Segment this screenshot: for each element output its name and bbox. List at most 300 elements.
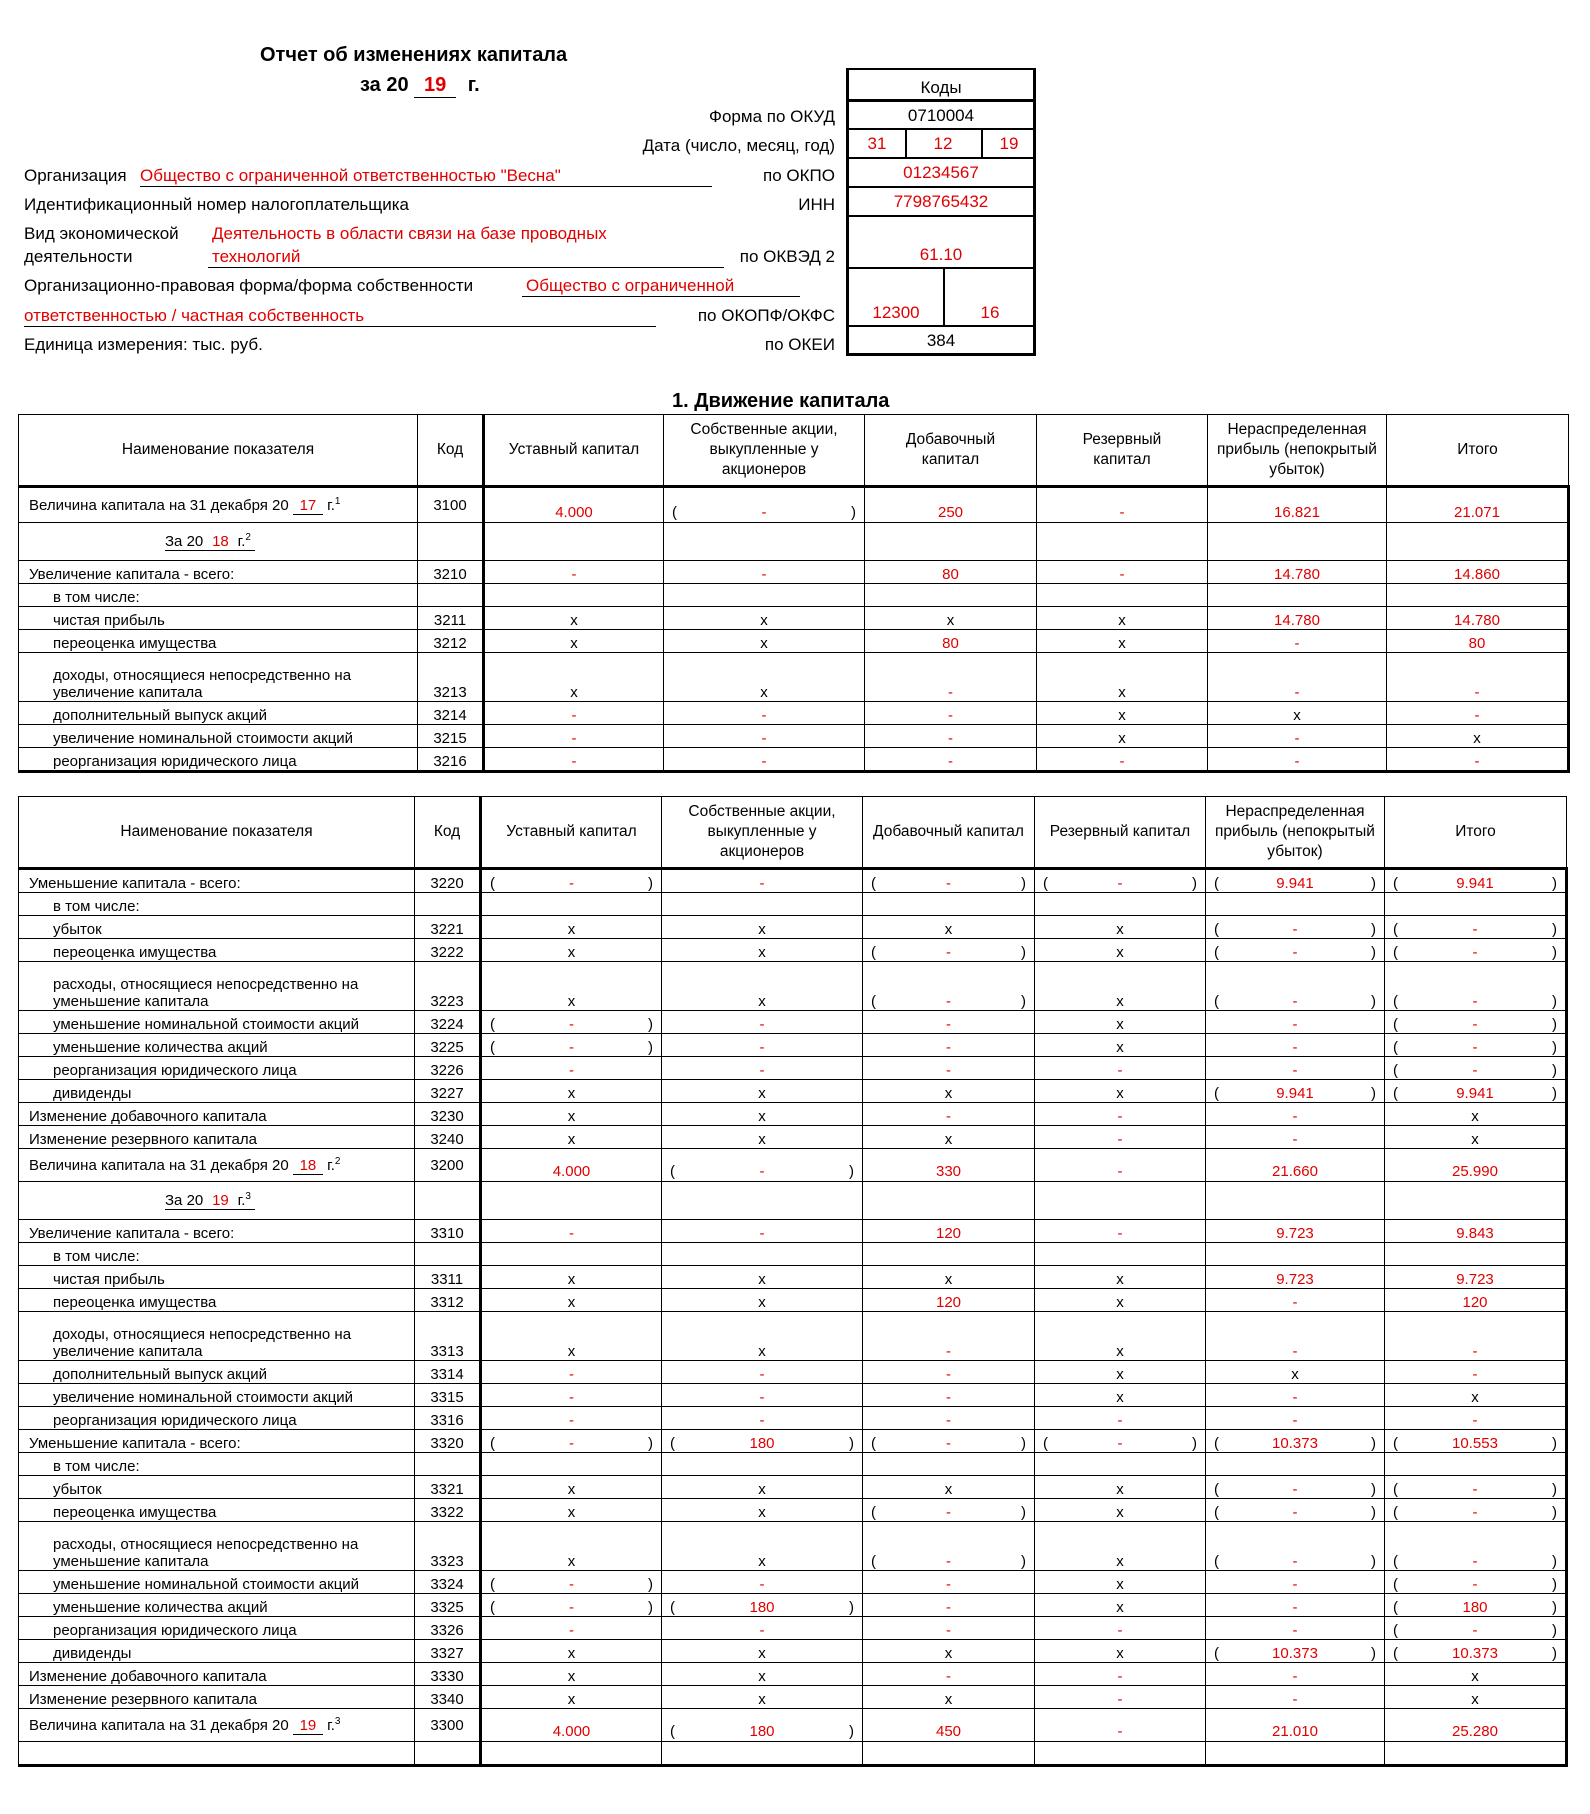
value-cell [481, 1220, 662, 1243]
value-cell [1035, 1080, 1206, 1103]
value-cell [863, 1686, 1035, 1709]
cell-value: - [1472, 921, 1478, 938]
row-code: 3326 [415, 1617, 481, 1640]
cell-value: - [1474, 684, 1480, 701]
value-cell [1385, 1312, 1567, 1361]
value-cell [481, 1266, 662, 1289]
value-cell [1385, 893, 1567, 916]
value-cell [863, 1103, 1035, 1126]
cell-value: x [1116, 993, 1124, 1010]
value-cell: ( 180 ) [662, 1594, 863, 1617]
row-code: 3225 [415, 1034, 481, 1057]
cell-value: - [946, 1553, 951, 1570]
value-cell [1387, 607, 1569, 630]
date-month: 12 [933, 134, 953, 153]
value-cell [484, 702, 664, 725]
row-label [19, 1617, 415, 1640]
value-cell [662, 1220, 863, 1243]
cell-value: - [1117, 1435, 1123, 1452]
value-cell [1037, 523, 1208, 561]
row-label [19, 584, 418, 607]
row-label-text: Изменение резервного капитала [29, 1691, 257, 1708]
row-label-text: переоценка имущества [53, 1294, 217, 1311]
capital-table-2-body [19, 869, 1567, 1766]
value-cell [1385, 1709, 1567, 1742]
cell-value: - [1472, 1576, 1478, 1593]
table-row [19, 893, 1567, 916]
value-cell [662, 962, 863, 1011]
row-code: 3316 [415, 1407, 481, 1430]
cell-value: - [569, 1039, 574, 1056]
value-cell: ( - ) [481, 1034, 662, 1057]
cell-value: x [567, 1668, 576, 1685]
row-label-text: уменьшение количества акций [53, 1039, 268, 1056]
row-code: 3216 [418, 748, 484, 772]
cell-value: - [569, 1576, 574, 1593]
cell-value: - [569, 1412, 574, 1429]
value-cell [664, 584, 865, 607]
value-cell: ( - ) [1385, 1617, 1567, 1640]
value-cell: ( - ) [1206, 1522, 1385, 1571]
value-cell: ( - ) [863, 1430, 1035, 1453]
value-cell [662, 893, 863, 916]
cell-value: - [946, 1412, 951, 1429]
value-cell [662, 1571, 863, 1594]
value-cell [863, 1057, 1035, 1080]
value-cell [1387, 725, 1569, 748]
cell-value: - [1472, 1622, 1478, 1639]
table-row [19, 916, 1567, 939]
report-year-value: 19 [414, 74, 456, 98]
row-label [19, 653, 418, 702]
cell-value: - [948, 753, 953, 770]
table-row [19, 561, 1569, 584]
cell-value: - [946, 1576, 951, 1593]
cell-value: - [1292, 1016, 1298, 1033]
cell-value: x [1116, 944, 1124, 961]
cell-value: x [567, 1294, 576, 1311]
value-cell [1208, 487, 1387, 523]
cell-value: - [1474, 707, 1480, 724]
cell-value: x [944, 1691, 953, 1708]
row-label [19, 1289, 415, 1312]
cell-value: - [1117, 875, 1123, 892]
cell-value: 9.723 [1276, 1271, 1314, 1288]
value-cell [1035, 962, 1206, 1011]
cell-value: - [946, 1622, 951, 1639]
row-code [418, 523, 484, 561]
cell-value: 4.000 [555, 504, 593, 521]
table-row [19, 1617, 1567, 1640]
value-cell [481, 893, 662, 916]
value-cell [662, 1686, 863, 1709]
row-code: 3311 [415, 1266, 481, 1289]
value-cell [863, 1149, 1035, 1182]
value-cell: ( - ) [1385, 1571, 1567, 1594]
cell-value: x [946, 612, 955, 629]
cell-value: x [567, 1131, 576, 1148]
cell-value: - [1292, 921, 1298, 938]
value-cell [481, 1663, 662, 1686]
row-label-text: увеличение номинальной стоимости акций [53, 730, 354, 747]
row-label-text: Величина капитала на 31 декабря 20 [29, 1716, 289, 1734]
cell-value: x [944, 1271, 953, 1288]
org-name: Общество с ограниченной ответственностью "Весна" [140, 166, 712, 187]
value-cell [1206, 1057, 1385, 1080]
activity-label-2: деятельности [24, 247, 133, 266]
cell-value: - [1292, 1668, 1298, 1685]
cell-value: x [1116, 1039, 1124, 1056]
value-cell [481, 1126, 662, 1149]
value-cell [1035, 1220, 1206, 1243]
cell-value: x [758, 1553, 766, 1570]
cell-value: - [1294, 635, 1300, 652]
cell-value: - [1119, 753, 1125, 770]
value-cell [662, 1742, 863, 1766]
value-cell [662, 1080, 863, 1103]
cell-value: - [1292, 1553, 1298, 1570]
cell-value: x [1471, 1389, 1479, 1406]
value-cell [1208, 523, 1387, 561]
value-cell [662, 1640, 863, 1663]
value-cell [481, 1640, 662, 1663]
row-label-text: Уменьшение капитала - всего: [29, 1435, 241, 1452]
cell-value: - [761, 566, 767, 583]
value-cell [481, 1289, 662, 1312]
value-cell [1206, 1182, 1385, 1220]
row-code [415, 1453, 481, 1476]
cell-value: 9.941 [1276, 1085, 1314, 1102]
value-cell [863, 1407, 1035, 1430]
value-cell [863, 1617, 1035, 1640]
row-code: 3325 [415, 1594, 481, 1617]
value-cell [1035, 1243, 1206, 1266]
value-cell [1208, 630, 1387, 653]
cell-value: 10.373 [1272, 1645, 1318, 1662]
cell-value: 10.553 [1452, 1435, 1498, 1452]
value-cell [863, 1034, 1035, 1057]
cell-value: - [759, 1016, 765, 1033]
row-code: 3300 [415, 1709, 481, 1742]
value-cell [1206, 1266, 1385, 1289]
col-header-name: Наименование показателя [19, 415, 418, 487]
row-code: 3227 [415, 1080, 481, 1103]
value-cell [1385, 1149, 1567, 1182]
value-cell [1206, 1243, 1385, 1266]
value-cell [662, 1312, 863, 1361]
value-cell [1035, 1034, 1206, 1057]
value-cell: ( 9.941 ) [1206, 869, 1385, 893]
row-label [19, 1407, 415, 1430]
value-cell [865, 487, 1037, 523]
row-code: 3100 [418, 487, 484, 523]
value-cell [1208, 561, 1387, 584]
cell-value: x [1471, 1108, 1479, 1125]
value-cell [481, 1312, 662, 1361]
cell-value: - [1117, 1225, 1123, 1242]
row-label-text: уменьшение номинальной стоимости акций [53, 1016, 360, 1033]
value-cell [1387, 748, 1569, 772]
cell-value: x [1118, 707, 1126, 724]
value-cell [1035, 1640, 1206, 1663]
cell-value: - [759, 1366, 765, 1383]
row-label-line1: расходы, относящиеся непосредственно на [53, 1536, 359, 1553]
cell-value: - [1294, 753, 1300, 770]
value-cell [1385, 1742, 1567, 1766]
col-header-name: Наименование показателя [19, 797, 415, 869]
cell-value: - [946, 1599, 951, 1616]
footnote-mark: 3 [334, 1715, 341, 1727]
cell-value: - [1292, 1039, 1298, 1056]
cell-value: - [1117, 1412, 1123, 1429]
cell-value: - [759, 1163, 765, 1180]
inn-label: Идентификационный номер налогоплательщика [24, 195, 409, 214]
value-cell [1385, 1361, 1567, 1384]
row-label [19, 487, 418, 523]
value-cell [1385, 1243, 1567, 1266]
value-cell [1035, 1312, 1206, 1361]
unit-label: Единица измерения: тыс. руб. [24, 335, 263, 354]
value-cell: ( - ) [863, 1499, 1035, 1522]
row-label-text: дополнительный выпуск акций [53, 707, 268, 724]
value-cell [1035, 916, 1206, 939]
cell-value: x [567, 944, 576, 961]
table-row [19, 1407, 1567, 1430]
cell-value: x [758, 1108, 766, 1125]
row-label-line2: увеличение капитала [53, 684, 203, 701]
cell-value: x [1116, 1016, 1124, 1033]
cell-value: - [1117, 1622, 1123, 1639]
cell-value: - [1117, 1062, 1123, 1079]
value-cell [1385, 1453, 1567, 1476]
value-cell [1387, 584, 1569, 607]
value-cell: ( - ) [481, 869, 662, 893]
value-cell: ( 9.941 ) [1385, 1080, 1567, 1103]
okpo-label: по ОКПО [763, 166, 835, 185]
value-cell [863, 1126, 1035, 1149]
cell-value: 25.280 [1452, 1723, 1498, 1740]
cell-value: - [946, 1343, 951, 1360]
cell-value: - [569, 875, 574, 892]
value-cell [481, 1361, 662, 1384]
table-row [19, 584, 1569, 607]
row-label [19, 1126, 415, 1149]
table-row [19, 1289, 1567, 1312]
row-label [19, 1312, 415, 1361]
cell-value: - [571, 707, 577, 724]
row-label [19, 1686, 415, 1709]
year-prefix: За 20 [165, 1192, 204, 1209]
value-cell [1206, 1103, 1385, 1126]
cell-value: - [569, 1225, 574, 1242]
cell-value: x [570, 635, 578, 652]
year-value: 19 [293, 1717, 323, 1735]
row-code: 3224 [415, 1011, 481, 1034]
table-row [19, 1080, 1567, 1103]
value-cell [664, 561, 865, 584]
cell-value: - [1117, 1691, 1123, 1708]
row-label-text: дивиденды [53, 1085, 132, 1102]
table-row [19, 1709, 1567, 1742]
table-row [19, 1034, 1567, 1057]
value-cell: ( - ) [1385, 1011, 1567, 1034]
row-label-text: Величина капитала на 31 декабря 20 [29, 496, 289, 514]
cell-value: 330 [935, 1163, 962, 1180]
row-label-line2: уменьшение капитала [53, 1553, 209, 1570]
row-label-line1: доходы, относящиеся непосредственно на [53, 1326, 352, 1343]
table-row [19, 653, 1569, 702]
col-header-charter: Уставный капитал [481, 797, 662, 869]
value-cell [1206, 1220, 1385, 1243]
value-cell [481, 1617, 662, 1640]
value-cell [481, 1057, 662, 1080]
value-cell [863, 1266, 1035, 1289]
cell-value: - [569, 1389, 574, 1406]
cell-value: x [1116, 1481, 1124, 1498]
table-row [19, 1182, 1567, 1220]
value-cell [664, 748, 865, 772]
okved-value: 61.10 [919, 245, 963, 264]
row-label-text: в том числе: [53, 589, 140, 606]
cell-value: 16.821 [1274, 504, 1320, 521]
value-cell: ( - ) [1206, 1499, 1385, 1522]
row-label-text: уменьшение количества акций [53, 1599, 268, 1616]
value-cell: ( 10.373 ) [1206, 1430, 1385, 1453]
cell-value: - [1472, 1062, 1478, 1079]
footnote-mark: 2 [334, 1155, 341, 1167]
cell-value: - [946, 993, 951, 1010]
col-header-retained: Нераспределенная прибыль (непокрытый убыток) [1206, 797, 1385, 869]
okei-label: по ОКЕИ [764, 335, 835, 354]
row-code: 3322 [415, 1499, 481, 1522]
cell-value: - [1117, 1668, 1123, 1685]
cell-value: x [567, 1553, 576, 1570]
value-cell [863, 1663, 1035, 1686]
cell-value: x [1291, 1366, 1299, 1383]
cell-value: x [944, 1645, 953, 1662]
table-row [19, 1594, 1567, 1617]
value-cell [1035, 1149, 1206, 1182]
value-cell [1387, 702, 1569, 725]
table-row [19, 1220, 1567, 1243]
row-label [19, 869, 415, 893]
value-cell [1206, 1663, 1385, 1686]
value-cell [662, 1057, 863, 1080]
cell-value: - [946, 944, 951, 961]
cell-value: x [567, 921, 576, 938]
value-cell [863, 1011, 1035, 1034]
value-cell [481, 1149, 662, 1182]
cell-value: x [1116, 1553, 1124, 1570]
cell-value: 80 [942, 635, 959, 652]
row-label [19, 893, 415, 916]
cell-value: - [1117, 1163, 1123, 1180]
cell-value: x [1116, 1366, 1124, 1383]
value-cell [1385, 1220, 1567, 1243]
value-cell [484, 653, 664, 702]
value-cell [1206, 1453, 1385, 1476]
row-label [19, 1571, 415, 1594]
row-code: 3313 [415, 1312, 481, 1361]
okei-value: 384 [926, 331, 956, 350]
row-label-text: реорганизация юридического лица [53, 1412, 297, 1429]
value-cell [863, 1640, 1035, 1663]
row-label [19, 1640, 415, 1663]
codes-box [846, 68, 1036, 356]
row-label [19, 561, 418, 584]
table-row [19, 748, 1569, 772]
row-code: 3222 [415, 939, 481, 962]
value-cell [1035, 1126, 1206, 1149]
row-code: 3314 [415, 1361, 481, 1384]
value-cell [1208, 702, 1387, 725]
value-cell [1206, 1709, 1385, 1742]
table-row [19, 1361, 1567, 1384]
value-cell: ( 10.553 ) [1385, 1430, 1567, 1453]
value-cell [662, 1034, 863, 1057]
cell-value: x [758, 1085, 766, 1102]
row-code: 3210 [418, 561, 484, 584]
cell-value: 180 [749, 1599, 775, 1616]
row-label-text: увеличение номинальной стоимости акций [53, 1389, 354, 1406]
cell-value: x [944, 921, 953, 938]
cell-value: 9.941 [1276, 875, 1314, 892]
table-row [19, 523, 1569, 561]
table-row [19, 1057, 1567, 1080]
row-label-text: в том числе: [53, 1248, 140, 1265]
cell-value: - [761, 730, 767, 747]
cell-value: - [1292, 1294, 1298, 1311]
col-header-total: Итого [1387, 415, 1569, 487]
value-cell [1035, 1476, 1206, 1499]
value-cell [484, 725, 664, 748]
activity-value-1: Деятельность в области связи на базе проводных [212, 224, 607, 243]
okopf-label: по ОКОПФ/ОКФС [697, 306, 835, 325]
value-cell [484, 584, 664, 607]
row-label-text: дивиденды [53, 1645, 132, 1662]
okopf-value: 12300 [872, 303, 920, 322]
table-row [19, 1742, 1567, 1766]
value-cell [662, 1266, 863, 1289]
value-cell [1035, 1742, 1206, 1766]
value-cell: ( 180 ) [1385, 1594, 1567, 1617]
cell-value: x [758, 1691, 766, 1708]
cell-value: x [570, 684, 578, 701]
table-row [19, 702, 1569, 725]
cell-value: x [760, 612, 768, 629]
cell-value: 9.723 [1276, 1225, 1314, 1242]
okud-label: Форма по ОКУД [709, 107, 835, 126]
cell-value: - [1117, 1108, 1123, 1125]
cell-value: - [946, 1016, 951, 1033]
cell-value: x [1118, 684, 1126, 701]
value-cell: ( - ) [863, 1522, 1035, 1571]
cell-value: x [1116, 921, 1124, 938]
cell-value: 14.780 [1454, 612, 1500, 629]
col-header-total: Итого [1385, 797, 1567, 869]
value-cell: ( - ) [1385, 1034, 1567, 1057]
value-cell [1035, 1617, 1206, 1640]
value-cell [484, 630, 664, 653]
value-cell [1208, 653, 1387, 702]
cell-value: - [1472, 944, 1478, 961]
value-cell [1385, 1266, 1567, 1289]
row-label [19, 1149, 415, 1182]
cell-value: - [759, 1412, 765, 1429]
value-cell [1208, 607, 1387, 630]
row-code: 3221 [415, 916, 481, 939]
row-code: 3340 [415, 1686, 481, 1709]
